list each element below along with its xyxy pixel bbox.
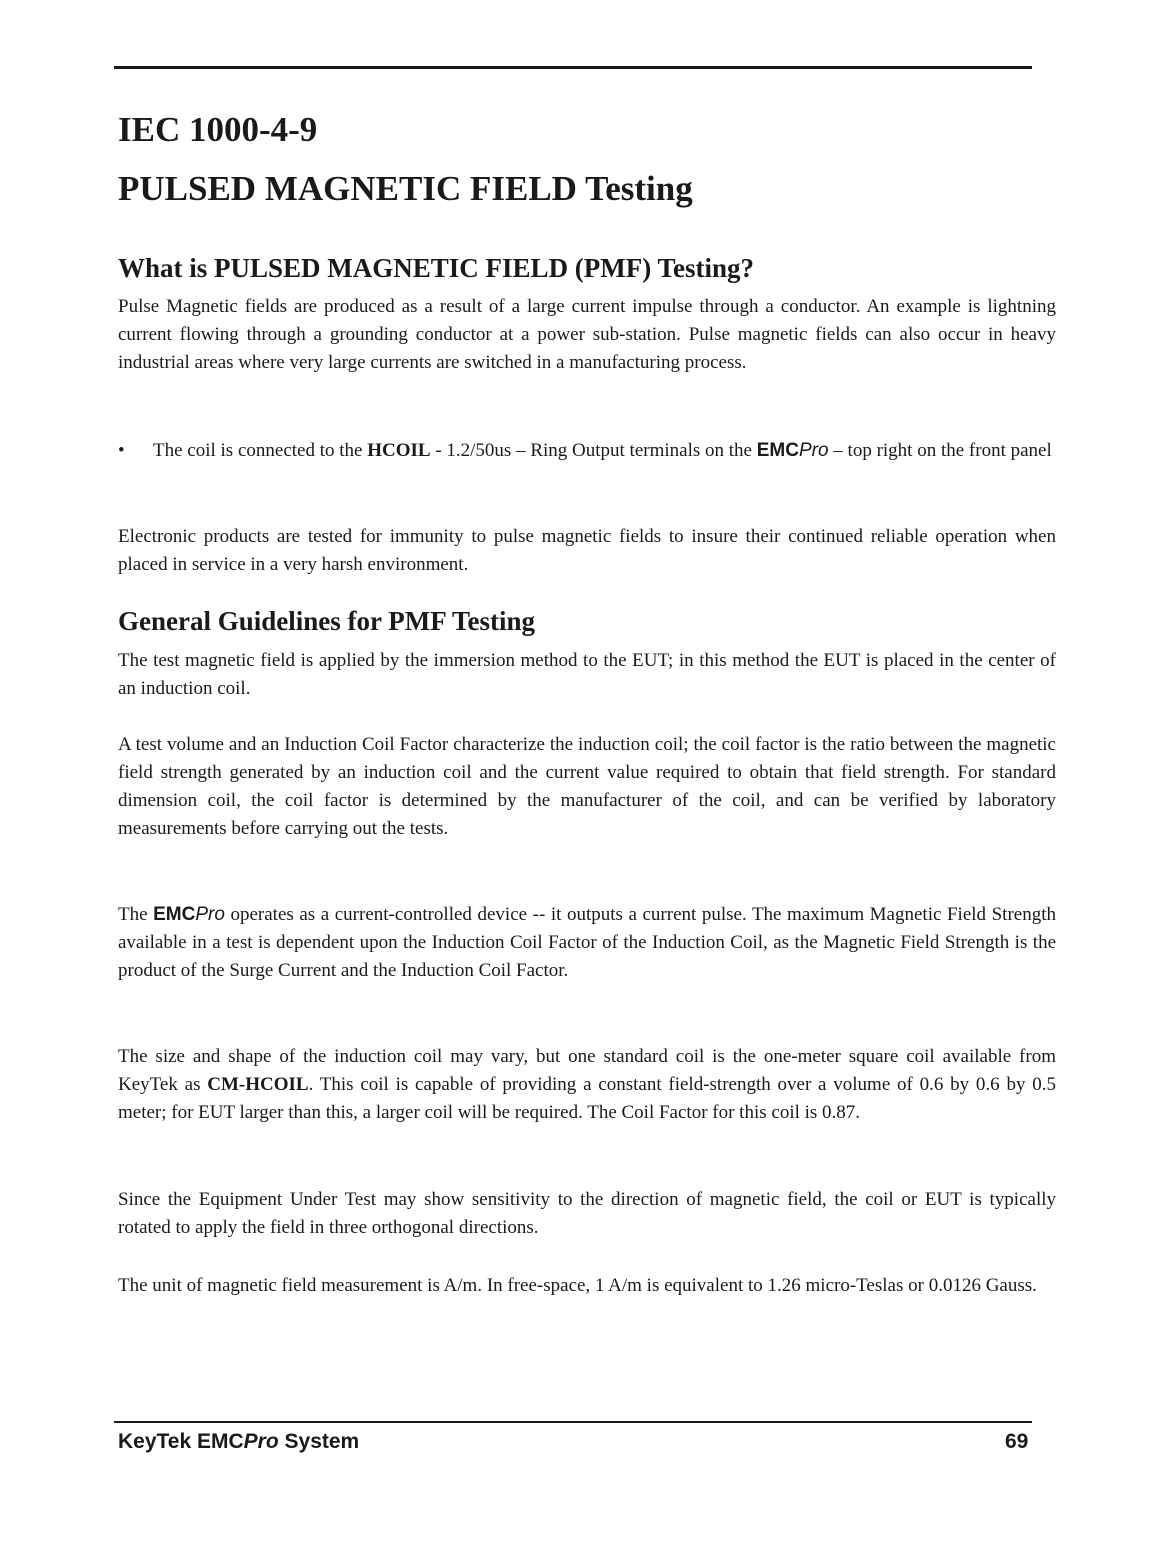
page-title-topic: PULSED MAGNETIC FIELD Testing <box>118 169 693 208</box>
para-before: The size and shape of the induction coil may vary, but one standard coil is the one-meter square coil available from KeyTek as <box>118 1046 1056 1095</box>
pro-brand: Pro <box>195 904 225 925</box>
para-rest: operates as a current-controlled device -- it outputs a current pulse. The maximum Magnetic Field Strength available in a test is dependent upon the Induction Coil Factor of the Induction Coil, as the Magnetic Field Strength is the product of the Surge Current and the Induction Coil Factor. <box>118 904 1056 981</box>
bullet-text-after: – top right on the front panel <box>828 440 1052 461</box>
section-heading-general-guidelines: General Guidelines for PMF Testing <box>118 606 535 636</box>
emc-brand: EMC <box>756 440 799 461</box>
paragraph-coil-factor: A test volume and an Induction Coil Factor characterize the induction coil; the coil factor is the ratio between the magnetic field strength generated by an induction coil and the current value required to obtain that field strength. For standard dimension coil, the coil factor is determined by the manufacturer of the coil, and can be verified by laboratory measurements before carrying out the tests. <box>118 734 1056 839</box>
paragraph-current-controlled <box>118 901 1056 985</box>
paragraph-measurement-unit: The unit of magnetic field measurement is A/m. In free-space, 1 A/m is equivalent to 1.26 micro-Teslas or 0.0126 Gauss. <box>118 1275 1037 1296</box>
paragraph-coil-size <box>118 1043 1056 1127</box>
footer-brand <box>118 1428 359 1456</box>
footer-brand-pro: Pro <box>243 1430 279 1453</box>
hcoil-label: HCOIL <box>367 440 431 461</box>
coil-model-name: CM-HCOIL <box>207 1074 309 1095</box>
page-title-standard: IEC 1000-4-9 <box>118 110 318 149</box>
footer-brand-suffix: System <box>278 1430 360 1453</box>
para-after: . This coil is capable of providing a constant field-strength over a volume of 0.6 by 0.6 by 0.5 meter; for EUT larger than this, a larger coil will be required. The Coil Factor for this coil is 0.87. <box>118 1074 1056 1123</box>
header-rule <box>114 66 1032 69</box>
bullet-text-middle: - 1.2/50us – Ring Output terminals on the <box>430 440 757 461</box>
paragraph-pmf-intro: Pulse Magnetic fields are produced as a result of a large current impulse through a conductor. An example is lightning current flowing through a grounding conductor at a power sub-station. Pulse magnetic fields can also occur in heavy industrial areas where very large currents are switched in a manufacturing process. <box>118 296 1056 373</box>
paragraph-orthogonal-directions: Since the Equipment Under Test may show sensitivity to the direction of magnetic field, the coil or EUT is typically rotated to apply the field in three orthogonal directions. <box>118 1189 1056 1238</box>
bullet-text <box>153 437 1056 465</box>
para-lead: The <box>118 904 154 925</box>
emc-brand: EMC <box>153 904 196 925</box>
page-number: 69 <box>1005 1430 1029 1453</box>
section-heading-what-is-pmf: What is PULSED MAGNETIC FIELD (PMF) Testing? <box>118 253 755 283</box>
footer-brand-prefix: KeyTek EMC <box>118 1430 244 1453</box>
paragraph-immersion-method: The test magnetic field is applied by the immersion method to the EUT; in this method the EUT is placed in the center of an induction coil. <box>118 650 1056 699</box>
bullet-text-before: The coil is connected to the <box>153 440 368 461</box>
pro-brand: Pro <box>798 440 829 461</box>
bullet-icon: • <box>118 440 125 461</box>
footer-rule <box>114 1421 1032 1423</box>
bullet-item-coil-connection <box>118 437 1056 465</box>
paragraph-immunity: Electronic products are tested for immunity to pulse magnetic fields to insure their continued reliable operation when placed in service in a very harsh environment. <box>118 526 1056 575</box>
